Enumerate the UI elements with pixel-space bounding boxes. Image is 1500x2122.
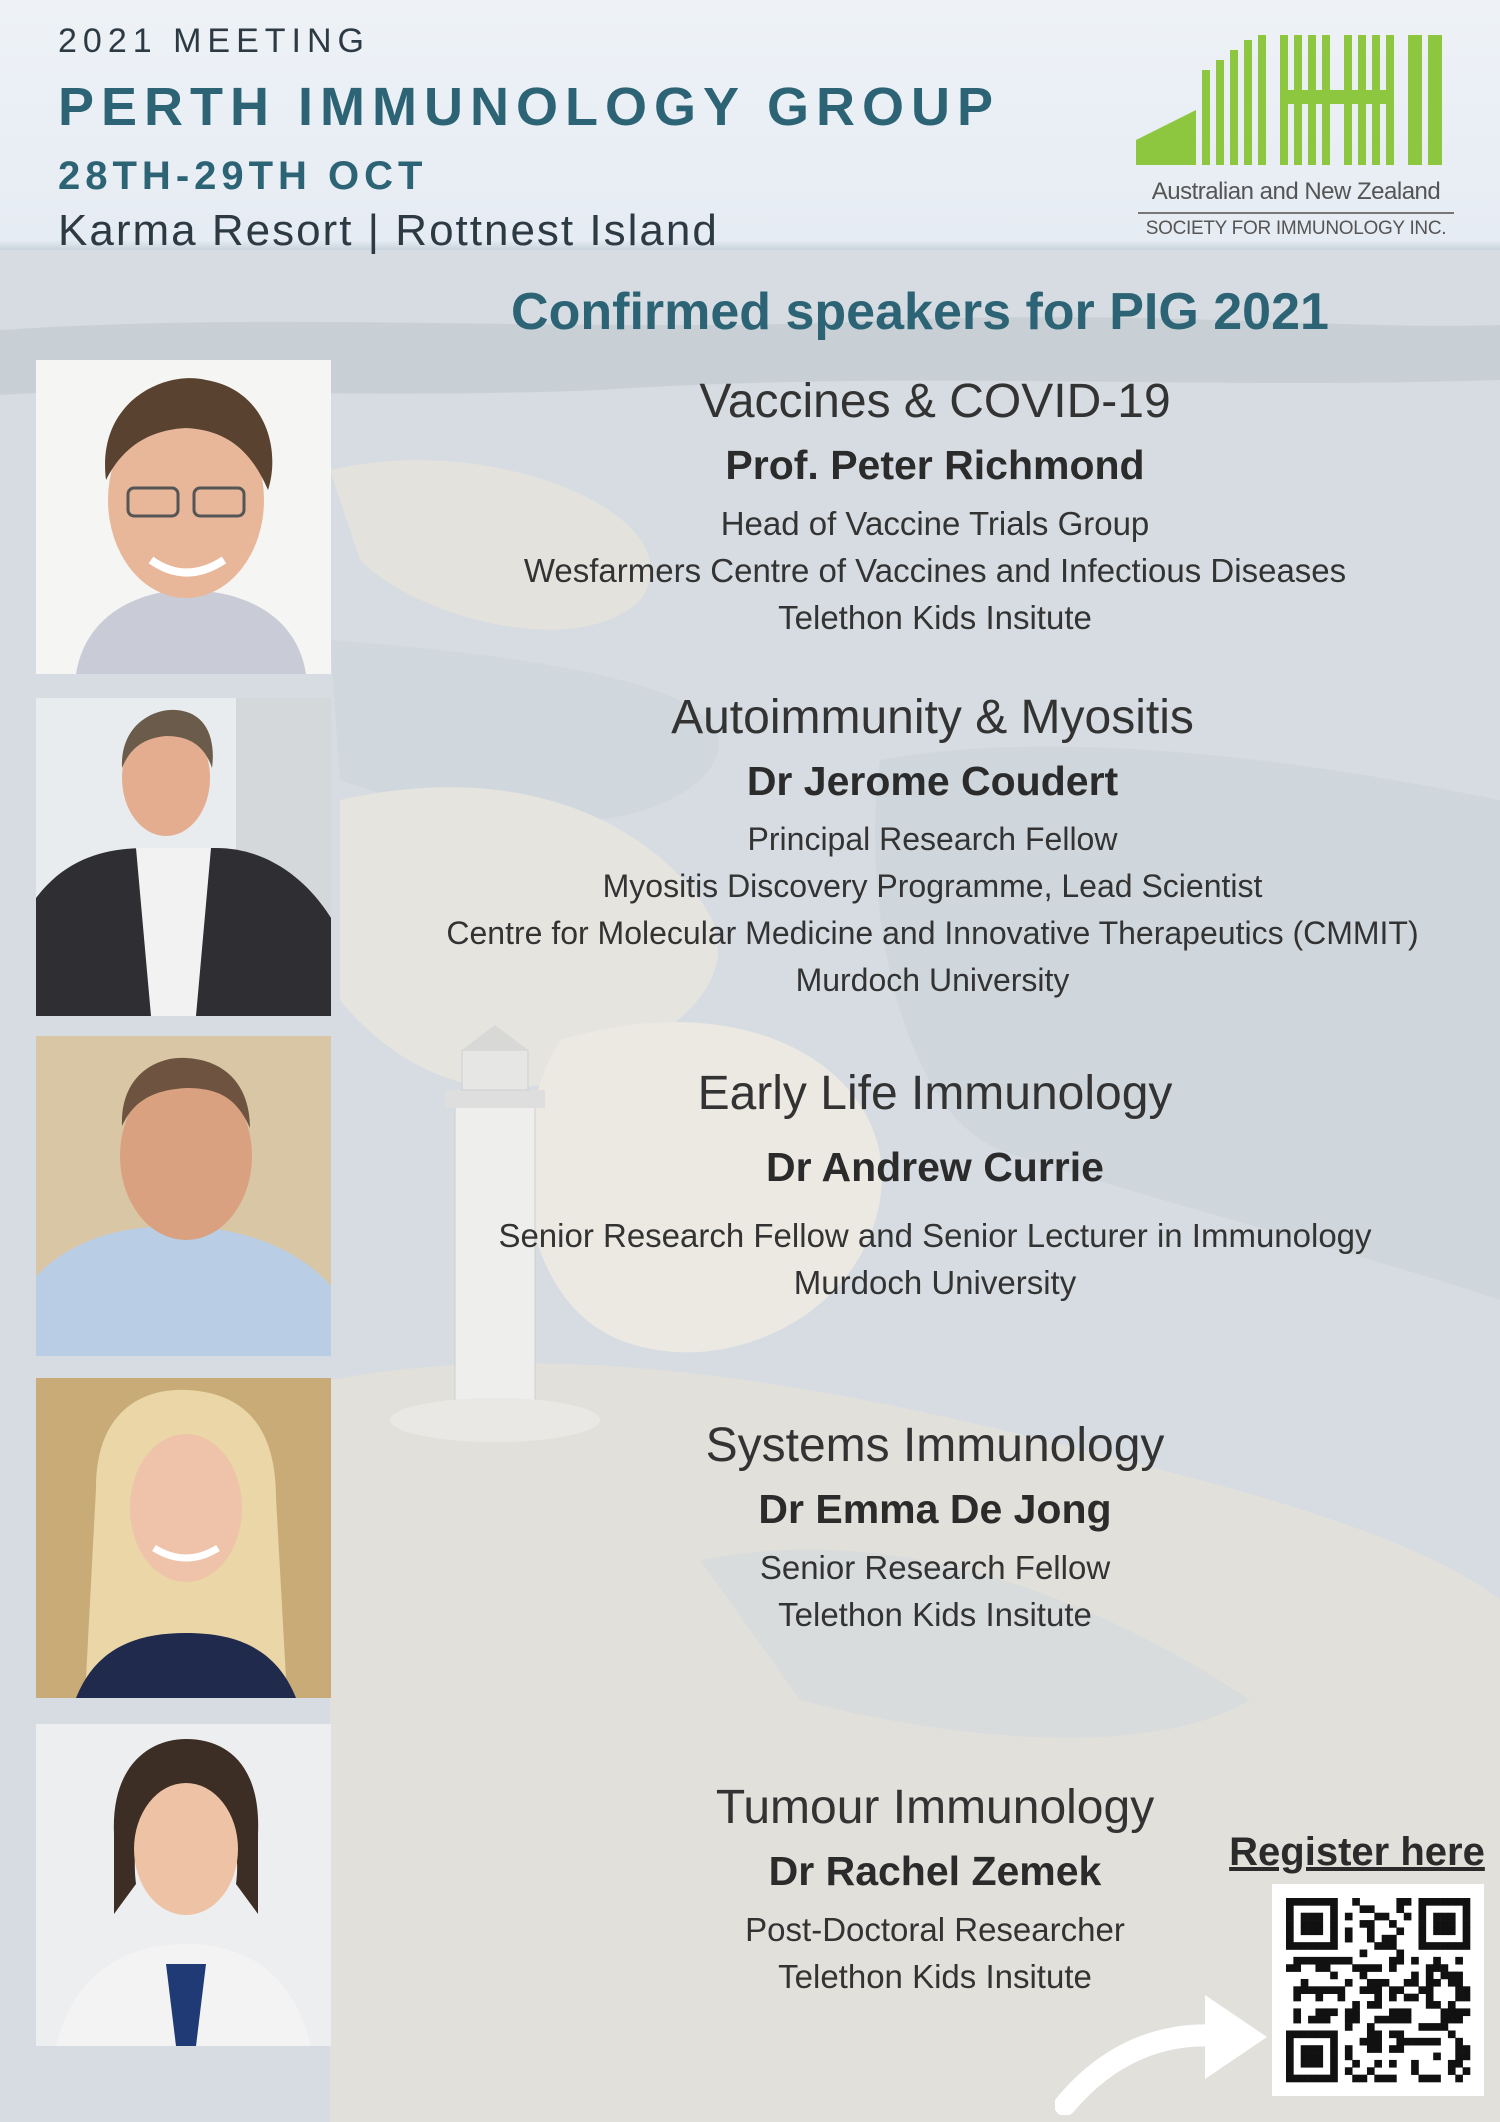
speaker-photo-1 — [36, 360, 331, 674]
affiliation-line: Post-Doctoral Researcher — [745, 1911, 1125, 1948]
affiliation-line: Telethon Kids Insitute — [778, 1958, 1092, 1995]
affiliation-line: Wesfarmers Centre of Vaccines and Infectious Diseases — [523, 552, 1347, 589]
speaker-name: Dr Rachel Zemek — [768, 1848, 1102, 1894]
affiliation-line: Myositis Discovery Programme, Lead Scientist — [602, 868, 1263, 904]
speaker-photo-4 — [36, 1378, 331, 1698]
speaker-affiliation — [370, 816, 1495, 1004]
affiliation-line: Head of Vaccine Trials Group — [720, 505, 1150, 542]
affiliation-line: Murdoch University — [795, 962, 1070, 998]
speaker-block-3 — [380, 1064, 1490, 1306]
speaker-topic: Autoimmunity & Myositis — [671, 691, 1194, 744]
affiliation-line: Principal Research Fellow — [747, 821, 1118, 857]
affiliation-line: Senior Research Fellow and Senior Lecturer in Immunology — [498, 1217, 1372, 1254]
affiliation-line: Murdoch University — [793, 1264, 1077, 1301]
speaker-affiliation — [380, 1212, 1490, 1306]
speaker-photo-3 — [36, 1036, 331, 1356]
speaker-topic: Vaccines & COVID-19 — [699, 375, 1171, 428]
speaker-affiliation — [380, 500, 1490, 641]
speaker-name: Dr Jerome Coudert — [746, 758, 1119, 804]
speaker-name: Dr Emma De Jong — [758, 1486, 1112, 1532]
event-venue: Karma Resort | Rottnest Island — [58, 206, 719, 255]
asi-logo-mark-icon — [1136, 30, 1456, 170]
speaker-topic: Systems Immunology — [705, 1419, 1165, 1472]
speakers-headline: Confirmed speakers for PIG 2021 — [511, 283, 1329, 341]
speaker-topic: Tumour Immunology — [715, 1781, 1155, 1834]
speaker-affiliation — [380, 1544, 1490, 1638]
qr-code-icon[interactable] — [1272, 1884, 1484, 2096]
meeting-year: 2021 MEETING — [58, 22, 370, 60]
logo-line-1: Australian and New Zealand — [1151, 178, 1441, 205]
asi-logo — [1136, 30, 1456, 250]
event-dates: 28TH-29TH OCT — [58, 154, 428, 198]
event-title: PERTH IMMUNOLOGY GROUP — [58, 77, 1001, 137]
affiliation-line: Telethon Kids Insitute — [778, 1596, 1092, 1633]
speaker-topic: Early Life Immunology — [697, 1067, 1173, 1120]
logo-divider — [1138, 212, 1454, 214]
speaker-name: Dr Andrew Currie — [766, 1144, 1104, 1190]
speaker-photo-5 — [36, 1724, 331, 2046]
speaker-block-1 — [380, 372, 1490, 641]
affiliation-line: Telethon Kids Insitute — [778, 599, 1092, 636]
logo-line-2: SOCIETY FOR IMMUNOLOGY INC. — [1145, 218, 1447, 239]
register-link[interactable]: Register here — [1229, 1830, 1485, 1874]
affiliation-line: Centre for Molecular Medicine and Innovative Therapeutics (CMMIT) — [446, 915, 1419, 951]
speaker-photo-2 — [36, 698, 331, 1016]
speaker-name: Prof. Peter Richmond — [725, 442, 1145, 488]
speaker-block-4 — [380, 1416, 1490, 1638]
curved-arrow-icon — [1055, 1975, 1275, 2115]
speaker-block-2 — [370, 688, 1495, 1004]
affiliation-line: Senior Research Fellow — [759, 1549, 1111, 1586]
